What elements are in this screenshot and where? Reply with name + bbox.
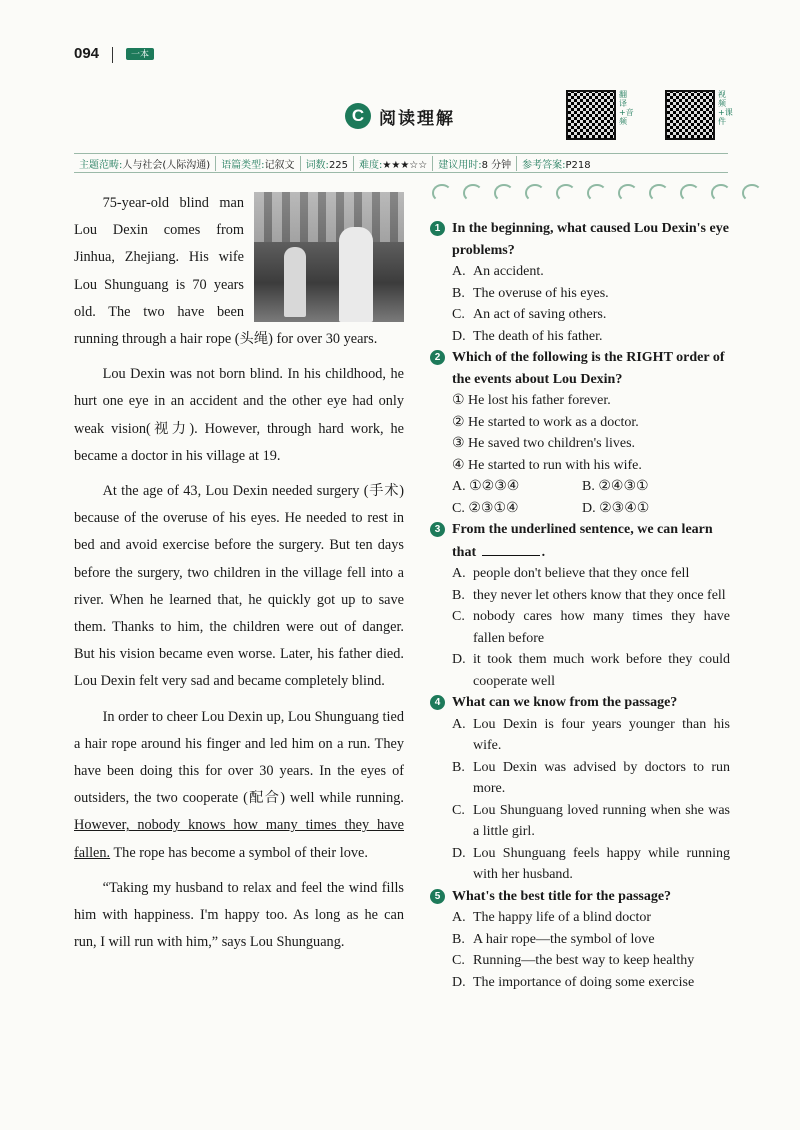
- question-5: [430, 886, 730, 908]
- q4-option-c[interactable]: C. Lou Shunguang loved running when she was a little girl.: [452, 802, 730, 839]
- passage-paragraph-5: “Taking my husband to relax and feel the wind fills him with happiness. I'm happy too. As long as he can run, I will run with him,” says Lou Shunguang.: [74, 879, 404, 951]
- q5-option-c[interactable]: C. Running—the best way to keep healthy: [452, 953, 695, 968]
- q2-option-d[interactable]: D. ②③④①: [582, 500, 650, 516]
- q3-option-b[interactable]: B. they never let others know that they once fell: [452, 587, 726, 603]
- passage-paragraph-4: [74, 704, 404, 867]
- info-bar: [74, 153, 728, 173]
- question-stem: From the underlined sentence, we can learn that: [452, 522, 713, 560]
- question-stem-end: .: [541, 544, 546, 560]
- q3-option-a[interactable]: A. people don't believe that they once fell: [452, 566, 690, 581]
- ring-icon: [680, 184, 700, 202]
- q2-options: [430, 476, 730, 519]
- qr-label-translation: 翻译+音频: [619, 90, 634, 126]
- page-number: 094: [74, 45, 100, 62]
- p4-text-before: In order to cheer Lou Dexin up, Lou Shunguang tied a hair rope around his finger and led him on a run. They have been doing this for over 30 years. In the eyes of outsiders, the two cooperate (配合) well while running.: [74, 708, 404, 807]
- p4-text-after: The rope has become a symbol of their love.: [110, 844, 368, 861]
- photo-figure-husband: [339, 227, 373, 322]
- ring-icon: [494, 184, 514, 202]
- q2-event-1: ① He lost his father forever.: [452, 393, 611, 408]
- qr-label-video: 视频+课件: [718, 90, 733, 126]
- question-stem: In the beginning, what caused Lou Dexin's eye problems?: [452, 221, 729, 258]
- q1-option-d[interactable]: D. The death of his father.: [452, 328, 603, 344]
- ring-icon: [525, 184, 545, 202]
- q4-option-a[interactable]: A. Lou Dexin is four years younger than his wife.: [452, 716, 730, 753]
- reading-passage: [74, 190, 404, 964]
- question-stem: What's the best title for the passage?: [452, 888, 672, 904]
- question-stem: What can we know from the passage?: [452, 695, 678, 710]
- info-topic: 主题范畴:人与社会(人际沟通): [74, 156, 216, 171]
- q5-option-a[interactable]: A. The happy life of a blind doctor: [452, 910, 652, 925]
- question-number-badge: 3: [430, 522, 445, 537]
- decorative-rings: [432, 184, 762, 202]
- answer-blank[interactable]: [482, 541, 540, 556]
- passage-paragraph-3: At the age of 43, Lou Dexin needed surgery (手术) because of the overuse of his eyes. He needed to rest in bed and avoid exercise before the surgery. But ten days before the surgery, two children in the village fell into a river. When he learned that, he quickly got up to save them. Thanks to him, the children were out of danger. But his vision became even worse. Later, his father died. Lou Dexin felt very sad and became completely blind.: [74, 483, 404, 690]
- q2-option-a[interactable]: A. ①②③④: [452, 479, 520, 494]
- ring-icon: [649, 184, 669, 202]
- underlined-sentence: However, nobody knows how many times they have fallen.: [74, 817, 404, 861]
- question-3: [430, 519, 730, 563]
- section-title-text: 阅读理解: [379, 108, 455, 129]
- q1-option-a[interactable]: A. An accident.: [452, 264, 544, 279]
- ring-icon: [742, 184, 762, 202]
- q2-option-c[interactable]: C. ②③①④: [452, 500, 519, 516]
- q3-option-c[interactable]: C. nobody cares how many times they have fallen before: [452, 609, 730, 646]
- q2-event-3: ③ He saved two children's lives.: [452, 436, 636, 451]
- q1-option-c[interactable]: C. An act of saving others.: [452, 307, 607, 322]
- q5-option-b[interactable]: B. A hair rope—the symbol of love: [452, 931, 655, 947]
- ring-icon: [432, 184, 452, 202]
- q4-option-d[interactable]: D. Lou Shunguang feels happy while running with her husband.: [452, 845, 730, 882]
- ring-icon: [711, 184, 731, 202]
- q2-event-2: ② He started to work as a doctor.: [452, 414, 639, 430]
- question-1: [430, 218, 730, 261]
- q4-option-b[interactable]: B. Lou Dexin was advised by doctors to run more.: [452, 759, 730, 796]
- photo-figure-wife: [284, 247, 306, 317]
- info-suggested-time: 建议用时:8 分钟: [433, 156, 517, 171]
- ring-icon: [463, 184, 483, 202]
- question-number-badge: 1: [430, 221, 445, 236]
- header-divider: [112, 47, 113, 63]
- question-stem: Which of the following is the RIGHT order of the events about Lou Dexin?: [452, 350, 725, 387]
- qr-code-translation[interactable]: [566, 90, 616, 140]
- passage-paragraph-1: 75-year-old blind man Lou Dexin comes from Jinhua, Zhejiang. His wife Lou Shunguang is 70 years old. The two have been running through a hair rope (头绳) for over 30 years.: [74, 195, 378, 348]
- q1-option-b[interactable]: B. The overuse of his eyes.: [452, 285, 609, 301]
- passage-paragraph-2: Lou Dexin was not born blind. In his childhood, he hurt one eye in an accident and the other eye had only weak vision(视力). However, through hard work, he became a doctor in his village at 19.: [74, 366, 404, 464]
- info-word-count: 词数:225: [301, 156, 354, 171]
- qr-code-video[interactable]: [665, 90, 715, 140]
- ring-icon: [618, 184, 638, 202]
- section-title: [345, 103, 455, 129]
- brand-logo: 一本: [126, 48, 154, 60]
- info-difficulty: 难度:★★★☆☆: [354, 156, 433, 171]
- ring-icon: [587, 184, 607, 202]
- q5-option-d[interactable]: D. The importance of doing some exercise: [452, 974, 695, 990]
- info-genre: 语篇类型:记叙文: [216, 156, 300, 171]
- q2-option-b[interactable]: B. ②④③①: [582, 479, 649, 494]
- questions: [430, 218, 730, 993]
- question-4: [430, 692, 730, 714]
- ring-icon: [556, 184, 576, 202]
- q2-event-4: ④ He started to run with his wife.: [452, 457, 642, 473]
- photo-buildings: [254, 192, 404, 242]
- question-number-badge: 5: [430, 889, 445, 904]
- q3-option-d[interactable]: D. it took them much work before they could cooperate well: [452, 652, 730, 689]
- section-c-icon: C: [345, 103, 371, 129]
- question-number-badge: 2: [430, 350, 445, 365]
- question-2: [430, 347, 730, 390]
- info-answer-key: 参考答案:P218: [522, 159, 591, 171]
- question-number-badge: 4: [430, 695, 445, 710]
- couple-running-photo: [254, 192, 404, 322]
